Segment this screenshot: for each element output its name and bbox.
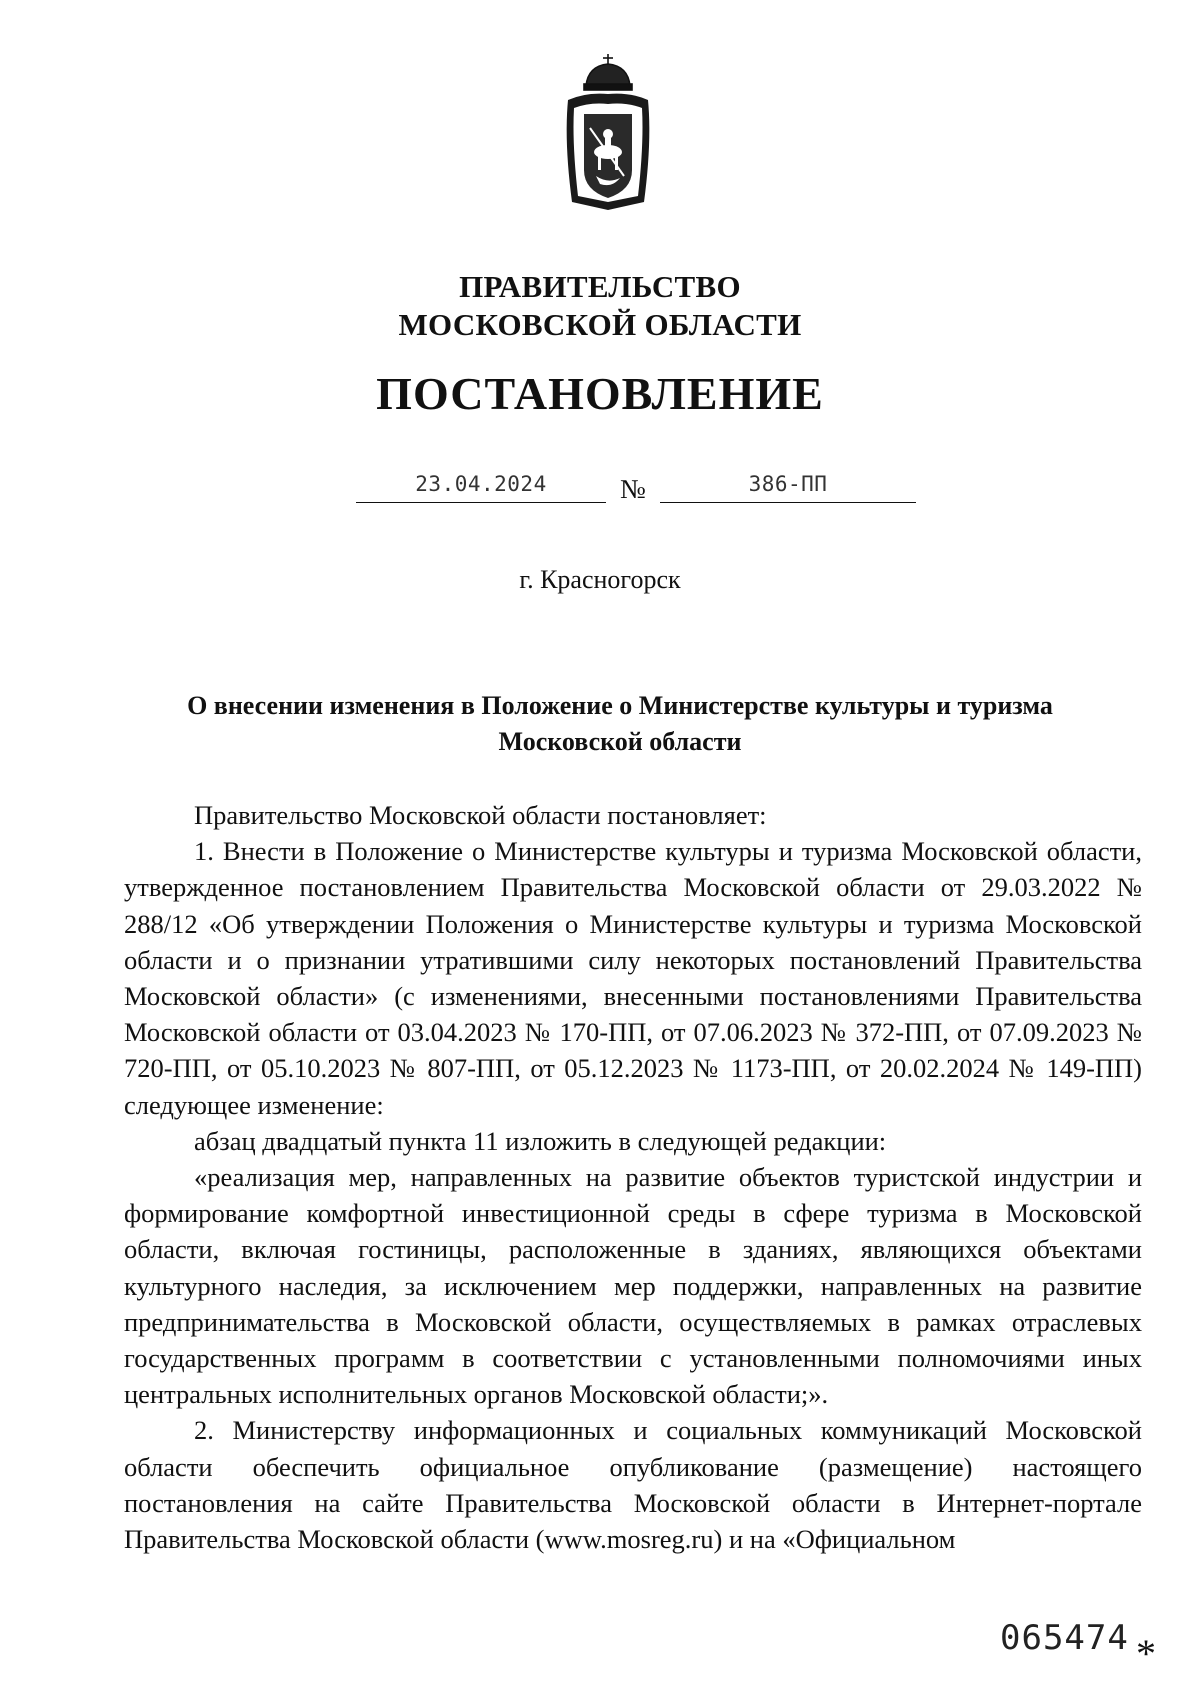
date-field [356,474,606,503]
document-type: ПОСТАНОВЛЕНИЕ [376,368,824,419]
city-name: г. Красногорск [519,565,681,594]
paragraph-preamble: Правительство Московской области постановляет: [194,800,767,830]
document-subject [150,688,1090,760]
document-number: 386-ПП [748,472,828,496]
paragraph-item-1: 1. Внести в Положение о Министерстве культуры и туризма Московской области, утвержденное постановлением Правительства Московской области от 29.03.2022 № 288/12 «Об утверждении Положения о Министерстве культуры и туризма Московской области и о признании утратившими силу некоторых постановлений Правительства Московской области» (с изменениями, внесенными постановлениями Правительства Московской области от 03.04.2023 № 170-ПП, от 07.06.2023 № 372-ПП, от 07.09.2023 № 720-ПП, от 05.10.2023 № 807-ПП, от 05.12.2023 № 1173-ПП, от 20.02.2024 № 149-ПП) следующее изменение: [124,836,1142,1120]
document-date: 23.04.2024 [415,472,547,496]
government-title [0,268,1200,344]
government-title-line1: ПРАВИТЕЛЬСТВО [459,269,741,304]
paragraph-item-2: 2. Министерству информационных и социальных коммуникаций Московской области обеспечить официальное опубликование (размещение) настоящего постановления на сайте Правительства Московской области в Интернет-портале Правительства Московской области (www.mosreg.ru) и на «Официальном [124,1415,1142,1555]
number-field [660,474,916,503]
document-body [124,797,1142,1557]
star-mark: * [1136,1631,1156,1676]
serial-number: 065474 [1000,1618,1129,1658]
number-sign: № [620,474,646,504]
government-title-line2: МОСКОВСКОЙ ОБЛАСТИ [398,307,802,342]
paragraph-instruction: абзац двадцатый пункта 11 изложить в следующей редакции: [194,1125,887,1156]
subject-line1: О внесении изменения в Положение о Министерстве культуры и туризма [187,691,1053,720]
subject-line2: Московской области [498,727,742,756]
moscow-oblast-coat-of-arms-icon [560,52,656,212]
paragraph-new-wording: «реализация мер, направленных на развитие объектов туристской индустрии и формирование комфортной инвестиционной среды в сфере туризма в Московской области, включая гостиницы, расположенные в зданиях, являющихся объектами культурного наследия, за исключением мер поддержки, направленных на развитие предпринимательства в Московской области, осуществляемых в рамках отраслевых государственных программ в соответствии с установленными полномочиями иных центральных исполнительных органов Московской области;». [124,1162,1142,1410]
